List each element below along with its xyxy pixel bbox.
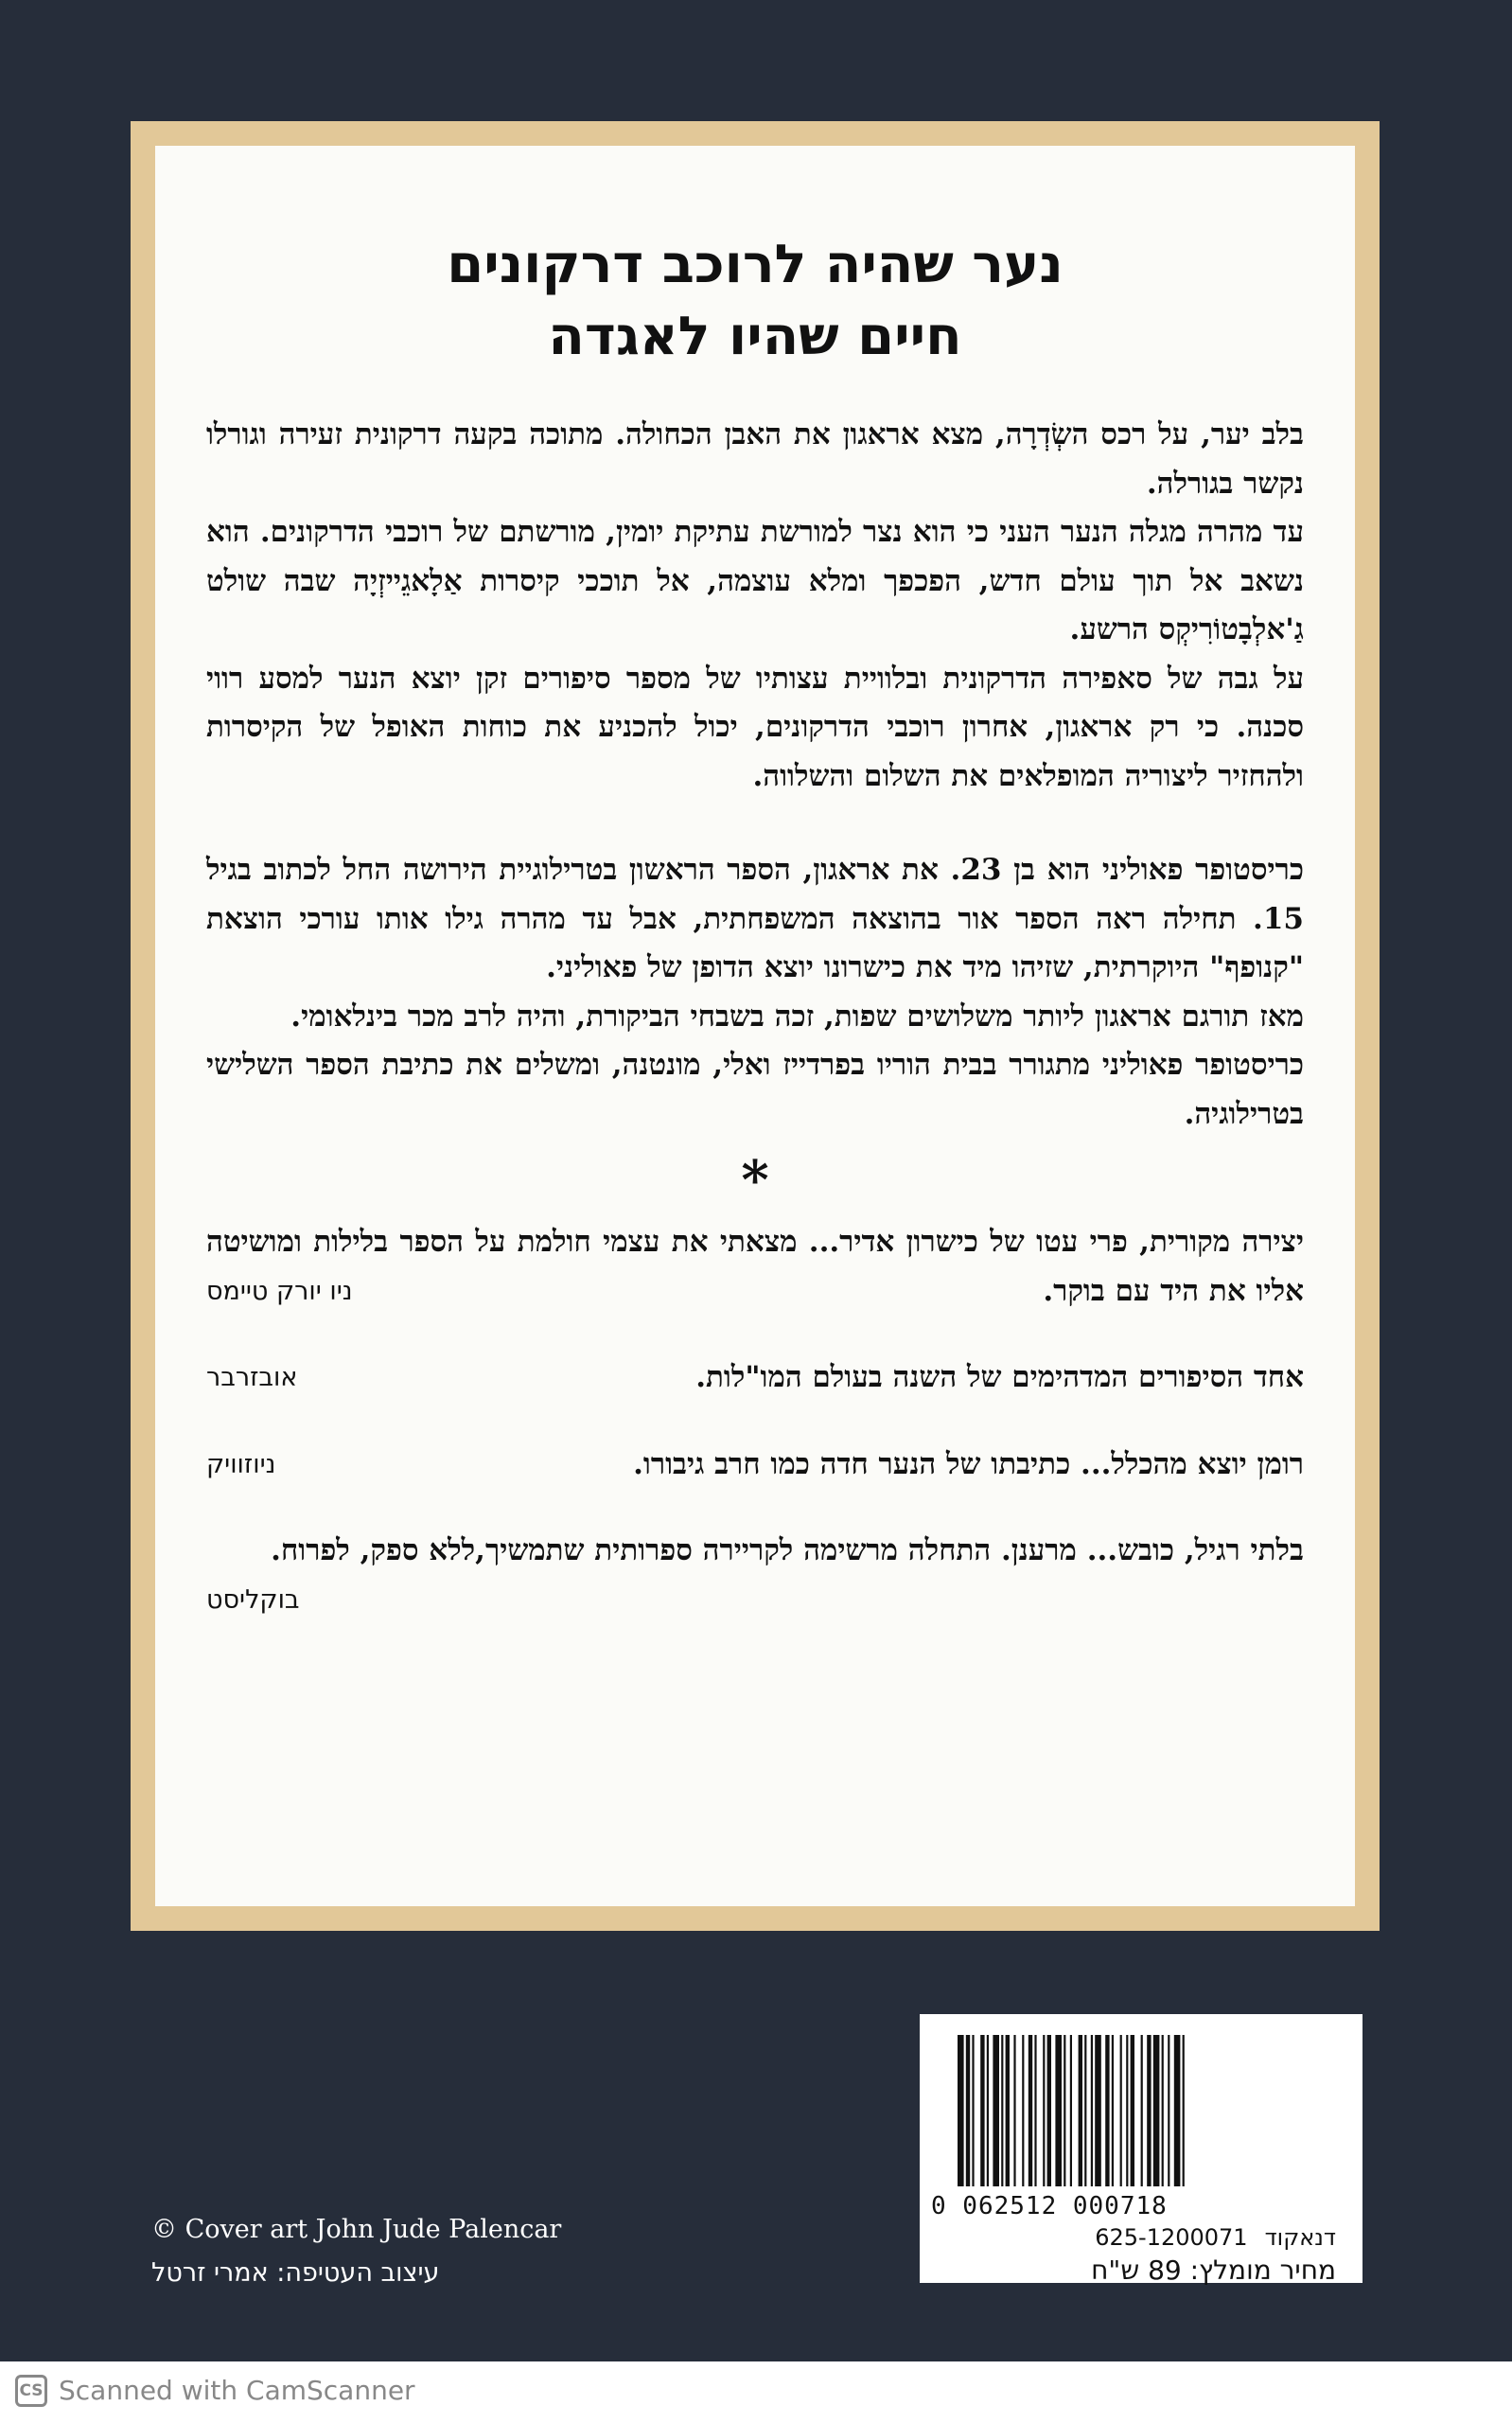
asterisk-separator: * — [741, 1149, 769, 1212]
bio-paragraph: מאז תורגם אראגון ליותר משלושים שפות, זכה בשבחי הביקורת, והיה לרב מכר בינלאומי. — [290, 999, 1304, 1034]
barcode-publisher: דנאקוד — [1264, 2224, 1336, 2251]
review-text: בלתי רגיל, כובש... מרענן. התחלה מרשימה לקריירה ספרותית שתמשיך,ללא ספק, לפרוח. — [271, 1533, 1304, 1567]
barcode-digits: 0 062512 000718 — [931, 2192, 1168, 2220]
text-frame — [131, 121, 1380, 1931]
review-quote — [206, 1527, 1304, 1615]
review-text: רומן יוצא מהכלל... כתיבתו של הנער חדה כמו חרב גיבורו. — [633, 1446, 1304, 1481]
scanner-text: Scanned with CamScanner — [59, 2375, 415, 2406]
barcode-box — [920, 2014, 1363, 2286]
blurb — [206, 411, 1304, 801]
reviews — [206, 1218, 1304, 1615]
recommended-price: מחיר מומלץ: 89 ש"ח — [1091, 2255, 1336, 2286]
barcode-icon — [958, 2035, 1270, 2186]
bio-paragraph: כריסטופר פאוליני מתגורר בבית הוריו בפרדייז ואלי, מונטנה, ומשלים את כתיבת הספר השלישי בטרילוגיה. — [206, 1048, 1304, 1131]
review-source: ניו יורק טיימס — [206, 1276, 353, 1306]
review-source: אובזרבר — [206, 1363, 298, 1392]
review-quote — [206, 1218, 1304, 1316]
review-quote — [206, 1441, 1304, 1490]
text-panel — [155, 146, 1355, 1906]
author-bio — [206, 846, 1304, 1139]
blurb-paragraph: על גבה של סאפירה הדרקונית ובלוויית עצותיו של מספר סיפורים זקן יוצא הנער למסע רווי סכנה. כי רק אראגון, אחרון רוכבי הדרקונים, יכול להכניע את כוחות האופל של הקיסרות ולהחזיר ליצוריה המופלאים את השלום והשלווה. — [206, 661, 1304, 793]
blurb-paragraph: בלב יער, על רכס השְׂדְרָה, מצא אראגון את האבן הכחולה. מתוכה בקעה דרקונית זעירה וגורלו נקשר בגורלה. — [206, 417, 1304, 501]
barcode-code-line — [1078, 2224, 1336, 2251]
review-source: ניוזוויק — [206, 1449, 276, 1479]
tagline-line-1: נער שהיה לרוכב דרקונים — [447, 234, 1064, 295]
camscanner-logo-icon: CS — [15, 2375, 47, 2407]
cover-art-credit: © Cover art John Jude Palencar — [151, 2215, 562, 2244]
design-credit: עיצוב העטיפה: אמרי זרטל — [151, 2258, 440, 2288]
bio-paragraph: כריסטופר פאוליני הוא בן 23. את אראגון, הספר הראשון בטרילוגיית הירושה החל לכתוב בגיל 15. תחילה ראה הספר אור בהוצאה המשפחתית, אבל עד מהרה גילו אותו עורכי הוצאת "קנופף" היוקרתית, שזיהו מיד את כישרונו יוצא הדופן של פאוליני. — [206, 853, 1304, 984]
review-text: אחד הסיפורים המדהימים של השנה בעולם המו"לות. — [695, 1360, 1304, 1394]
review-text: יצירה מקורית, פרי עטו של כישרון אדיר... מצאתי את עצמי חולמת על הספר בלילות ומושיטה אליו את היד עם בוקר. — [206, 1225, 1304, 1308]
tagline-line-2: חיים שהיו לאגדה — [548, 306, 962, 367]
spacer — [206, 801, 1304, 846]
review-quote — [206, 1353, 1304, 1403]
scanner-watermark — [0, 2361, 1512, 2423]
book-tagline — [206, 229, 1304, 373]
review-source: בוקליסט — [206, 1584, 300, 1615]
barcode-code: 625-1200071 — [1095, 2224, 1248, 2251]
blurb-paragraph: עד מהרה מגלה הנער העני כי הוא נצר למורשת עתיקת יומין, מורשתם של רוכבי הדרקונים. הוא נשאב אל תוך עולם חדש, הפכפך ומלא עוצמה, אל תוככי קיסרות אַלָאגֵייזְיָה שבה שולט גַ'אלְבָטוֹרִיקְס הרשע. — [206, 515, 1304, 646]
